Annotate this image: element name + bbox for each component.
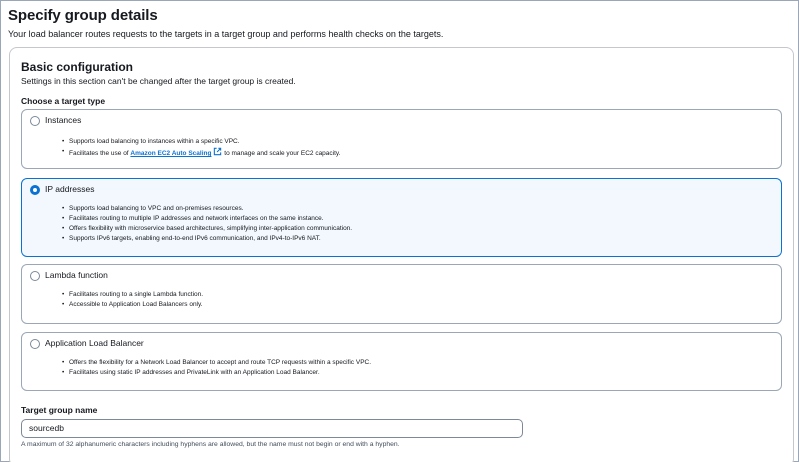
list-item: • Offers the flexibility for a Network Load Balancer to accept and route TCP requests within a specific VPC.: [69, 358, 371, 368]
list-item: • Supports load balancing to instances within a specific VPC.: [69, 137, 340, 147]
option-label-ip-addresses: IP addresses: [45, 184, 95, 194]
list-item: • Facilitates routing to a single Lambda function.: [69, 290, 203, 300]
target-group-name-label: Target group name: [21, 405, 98, 415]
option-label-lambda-function: Lambda function: [45, 270, 108, 280]
list-item: • Facilitates routing to multiple IP addresses and network interfaces on the same instance.: [69, 214, 352, 224]
target-group-name-input[interactable]: sourcedb: [21, 419, 523, 438]
target-type-option-ip-addresses[interactable]: [21, 178, 782, 257]
target-group-name-constraint: A maximum of 32 alphanumeric characters including hyphens are allowed, but the name must not begin or end with a hyphen.: [21, 441, 400, 448]
option-bullets-instances: [69, 137, 340, 159]
radio-ip-addresses[interactable]: [30, 185, 40, 195]
radio-instances[interactable]: [30, 116, 40, 126]
ec2-auto-scaling-link[interactable]: Amazon EC2 Auto Scaling: [130, 150, 212, 157]
radio-lambda-function[interactable]: [30, 271, 40, 281]
list-item: [69, 147, 340, 159]
option-bullets-lambda-function: [69, 290, 203, 310]
target-type-option-lambda-function[interactable]: [21, 264, 782, 324]
target-type-label: Choose a target type: [21, 96, 106, 106]
bullet-text: to manage and scale your EC2 capacity.: [222, 150, 341, 157]
page-description: Your load balancer routes requests to the targets in a target group and performs health checks on the targets.: [8, 29, 444, 39]
list-item: • Facilitates using static IP addresses and PrivateLink with an Application Load Balancer.: [69, 368, 371, 378]
option-bullets-ip-addresses: [69, 204, 352, 244]
option-label-application-load-balancer: Application Load Balancer: [45, 338, 144, 348]
bullet-text: Facilitates the use of: [69, 150, 131, 157]
section-description: Settings in this section can't be changed after the target group is created.: [21, 76, 296, 86]
target-type-option-instances[interactable]: [21, 109, 782, 169]
option-label-instances: Instances: [45, 115, 82, 125]
list-item: • Accessible to Application Load Balancers only.: [69, 300, 203, 310]
section-title: Basic configuration: [21, 60, 134, 74]
list-item: • Supports IPv6 targets, enabling end-to-end IPv6 communication, and IPv4-to-IPv6 NAT.: [69, 234, 352, 244]
list-item: • Supports load balancing to VPC and on-premises resources.: [69, 204, 352, 214]
option-bullets-application-load-balancer: [69, 358, 371, 378]
list-item: • Offers flexibility with microservice based architectures, simplifying inter-application communication.: [69, 224, 352, 234]
page-title: Specify group details: [8, 7, 158, 24]
target-type-option-application-load-balancer[interactable]: [21, 332, 782, 391]
radio-application-load-balancer[interactable]: [30, 339, 40, 349]
